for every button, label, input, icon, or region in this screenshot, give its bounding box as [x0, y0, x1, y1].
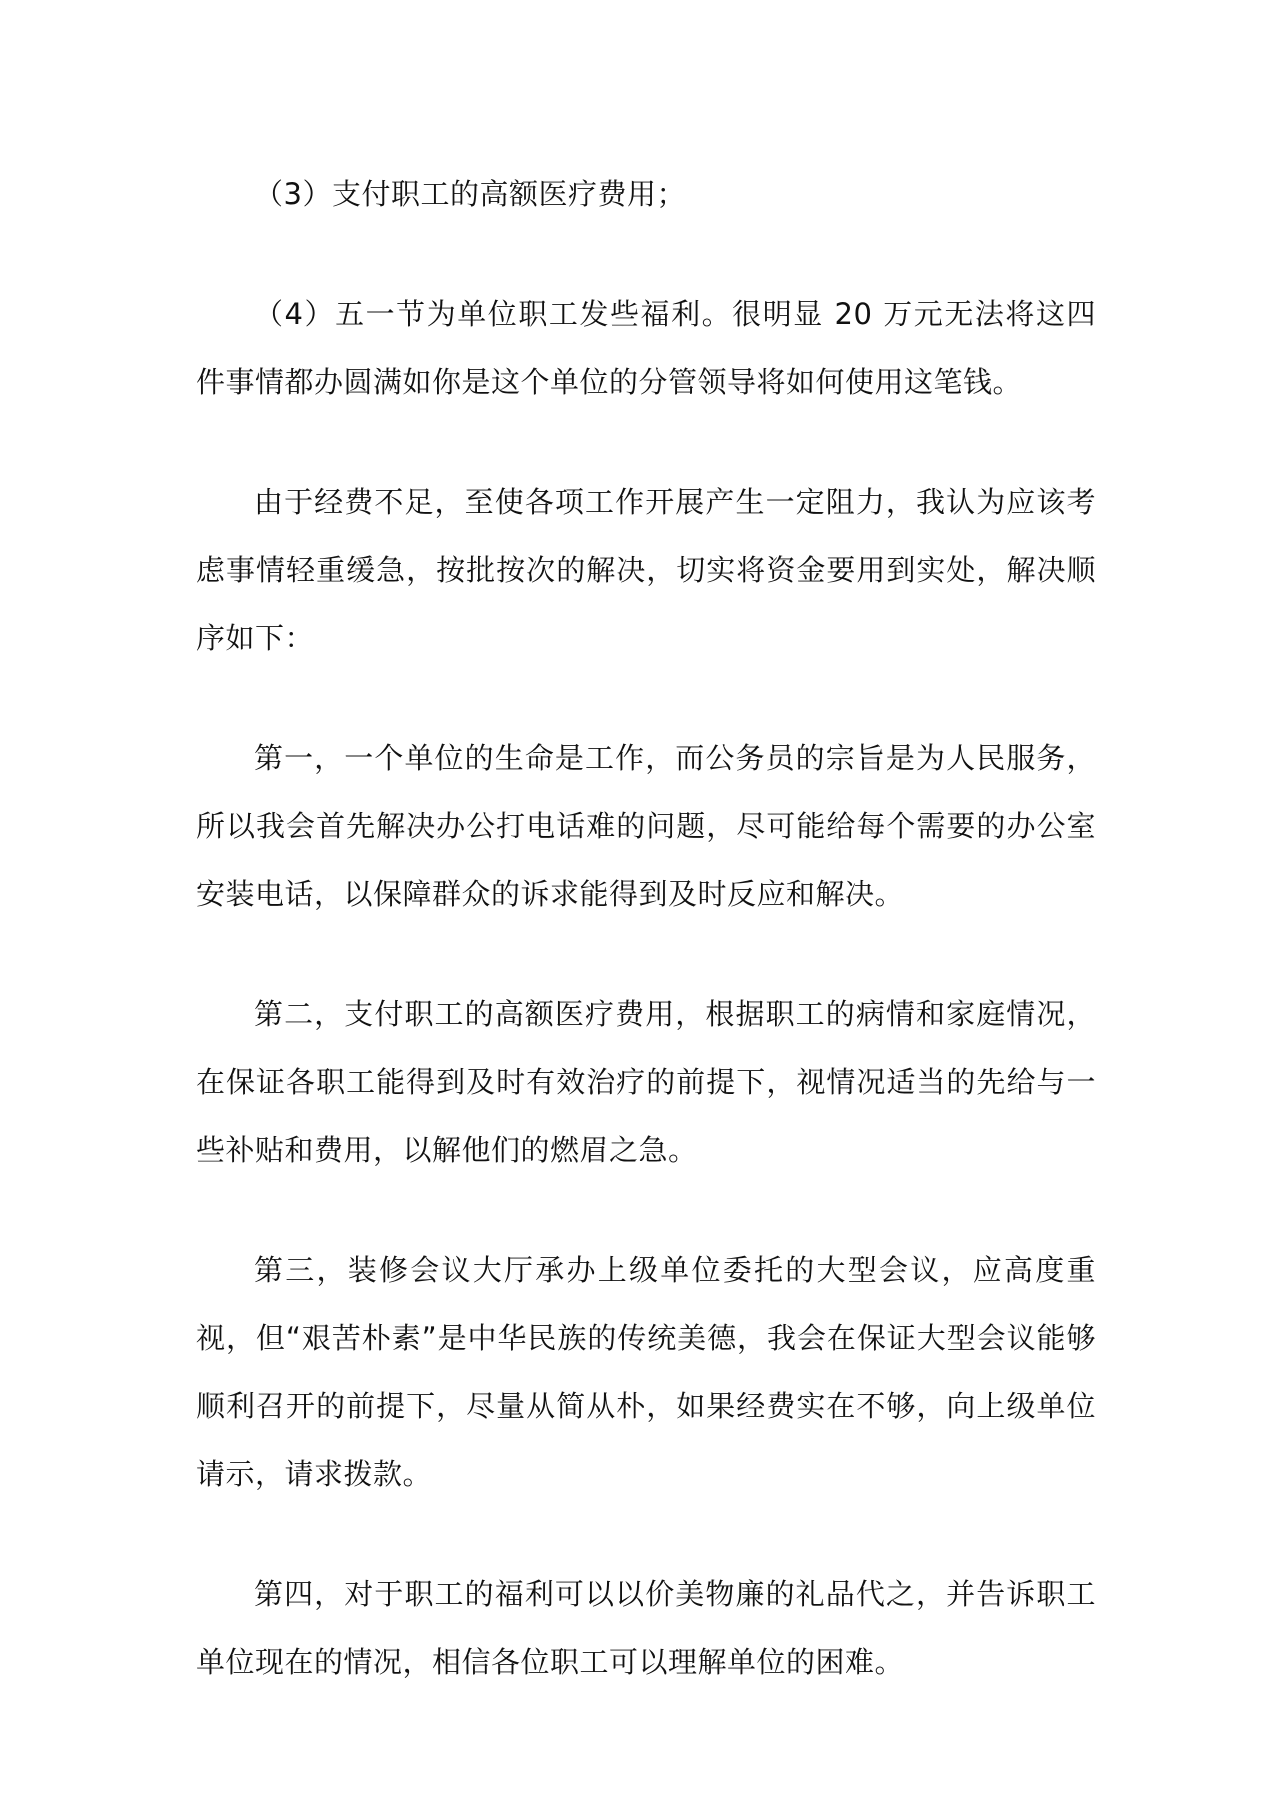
paragraph-item-4: （4）五一节为单位职工发些福利。很明显 20 万元无法将这四件事情都办圆满如你是这个单位的分管领导将如何使用这笔钱。: [196, 297, 1096, 399]
document-body: [196, 160, 1096, 1696]
paragraph-gap: [196, 672, 1096, 724]
paragraph-third: 第三，装修会议大厅承办上级单位委托的大型会议，应高度重视，但“艰苦朴素”是中华民族的传统美德，我会在保证大型会议能够顺利召开的前提下，尽量从简从朴，如果经费实在不够，向上级单位请示，请求拨款。: [196, 1253, 1096, 1491]
paragraph-gap: [196, 416, 1096, 468]
paragraph-gap: [196, 928, 1096, 980]
paragraph-gap: [196, 1184, 1096, 1236]
paragraph-fourth: 第四，对于职工的福利可以以价美物廉的礼品代之，并告诉职工单位现在的情况，相信各位职工可以理解单位的困难。: [196, 1577, 1096, 1679]
paragraph-second: 第二，支付职工的高额医疗费用，根据职工的病情和家庭情况，在保证各职工能得到及时有效治疗的前提下，视情况适当的先给与一些补贴和费用，以解他们的燃眉之急。: [196, 997, 1096, 1167]
paragraph-gap: [196, 1508, 1096, 1560]
paragraph-gap: [196, 228, 1096, 280]
paragraph-item-3: （3）支付职工的高额医疗费用；: [254, 177, 686, 211]
paragraph-intro: 由于经费不足，至使各项工作开展产生一定阻力，我认为应该考虑事情轻重缓急，按批按次的解决，切实将资金要用到实处，解决顺序如下：: [196, 485, 1096, 655]
paragraph-first: 第一，一个单位的生命是工作，而公务员的宗旨是为人民服务，所以我会首先解决办公打电话难的问题，尽可能给每个需要的办公室安装电话，以保障群众的诉求能得到及时反应和解决。: [196, 741, 1096, 911]
